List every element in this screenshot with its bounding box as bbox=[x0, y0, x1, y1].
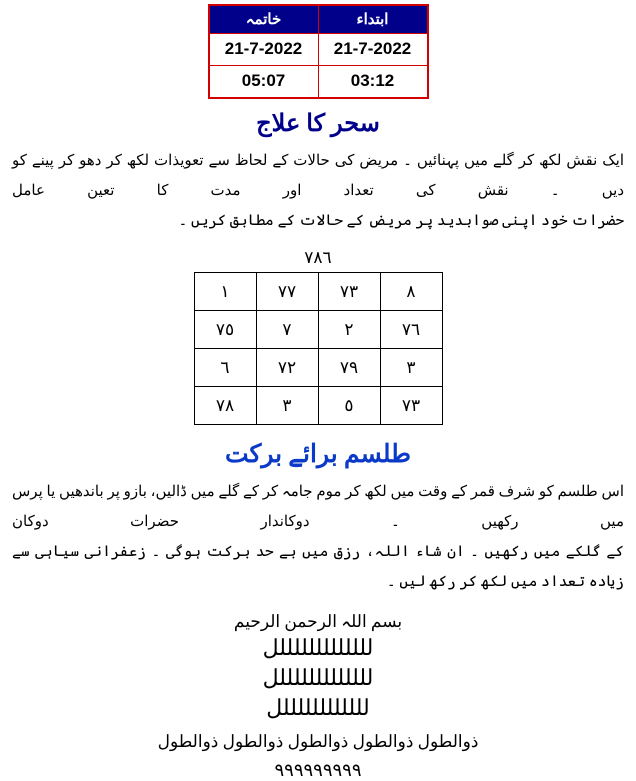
magic-cell: ٦ bbox=[194, 349, 256, 387]
magic-cell: ٧٧ bbox=[256, 273, 318, 311]
date-table bbox=[208, 4, 429, 99]
magic-square-table bbox=[194, 272, 443, 425]
table-row bbox=[194, 311, 442, 349]
talisman-digits-line: ٩٩٩٩٩٩٩٩٩ bbox=[274, 760, 362, 780]
section-title-sehar-ka-ilaj: سحر کا علاج bbox=[256, 111, 380, 137]
start-time-value: 03:12 bbox=[318, 66, 428, 99]
magic-cell: ٧٣ bbox=[318, 273, 380, 311]
date-table-container bbox=[0, 0, 636, 99]
talisman-glyph-line-3: للللللللللللل bbox=[266, 695, 370, 720]
magic-cell: ٧٦ bbox=[380, 311, 442, 349]
table-row bbox=[194, 273, 442, 311]
talisman-tawil-line: ذوالطول ذوالطول ذوالطول ذوالطول ذوالطول bbox=[157, 732, 479, 751]
table-header-row bbox=[209, 5, 428, 34]
magic-cell: ٥ bbox=[318, 387, 380, 425]
magic-square-container bbox=[0, 272, 636, 425]
magic-cell: ٢ bbox=[318, 311, 380, 349]
section1-line-2: حضرات خود اپنی صوابدید پر مریض کے حالات کے مطابق کریں ۔ bbox=[178, 213, 624, 229]
end-time-value: 05:07 bbox=[209, 66, 319, 99]
start-date-value: 21-7-2022 bbox=[318, 34, 428, 66]
section2-paragraph bbox=[8, 477, 628, 597]
magic-cell: ٧٥ bbox=[194, 311, 256, 349]
magic-cell: ٣ bbox=[256, 387, 318, 425]
magic-cell: ٣ bbox=[380, 349, 442, 387]
magic-cell: ٧٣ bbox=[380, 387, 442, 425]
section1-paragraph bbox=[8, 146, 628, 236]
magic-cell: ١ bbox=[194, 273, 256, 311]
section-title-talisman-for-blessing: طلسم برائے برکت bbox=[224, 441, 412, 468]
magic-cell: ٧ bbox=[256, 311, 318, 349]
talisman-glyph-line-2: لللللللللللللل bbox=[262, 665, 374, 690]
column-header-end: خاتمہ bbox=[209, 5, 319, 34]
table-row bbox=[194, 349, 442, 387]
magic-cell: ٨ bbox=[380, 273, 442, 311]
magic-cell: ٧٢ bbox=[256, 349, 318, 387]
table-row bbox=[209, 34, 428, 66]
magic-square-label: ٧٨٦ bbox=[304, 248, 332, 267]
column-header-start: ابتداء bbox=[318, 5, 428, 34]
magic-cell: ٧٩ bbox=[318, 349, 380, 387]
bismillah-line: بسم اللہ الرحمن الرحیم bbox=[233, 612, 403, 631]
table-row bbox=[194, 387, 442, 425]
talisman-glyph-line-1: لللللللللللللل bbox=[262, 635, 374, 660]
end-date-value: 21-7-2022 bbox=[209, 34, 319, 66]
section2-line-2: کے گلکے میں رکھیں ۔ ان شاء اللہ، رزق میں بے حد برکت ہوگی ۔ زعفرانی سیاہی سے زیادہ تعداد میں لکھ کر رکھ لیں ۔ bbox=[12, 544, 624, 590]
magic-cell: ٧٨ bbox=[194, 387, 256, 425]
table-row bbox=[209, 66, 428, 99]
section1-line-1: ایک نقش لکھ کر گلے میں پہنائیں ۔ مریض کی حالات کے لحاظ سے تعویذات لکھ کر دھو کر پینے کو دیں ۔ نقش کی تعداد اور مدت کا تعین عامل bbox=[12, 153, 624, 199]
section2-line-1: اس طلسم کو شرف قمر کے وقت میں لکھ کر موم جامہ کر کے گلے میں ڈالیں، بازو پر باندھیں یا پرس میں رکھیں ۔ دوکاندار حضرات دوکان bbox=[12, 484, 624, 530]
